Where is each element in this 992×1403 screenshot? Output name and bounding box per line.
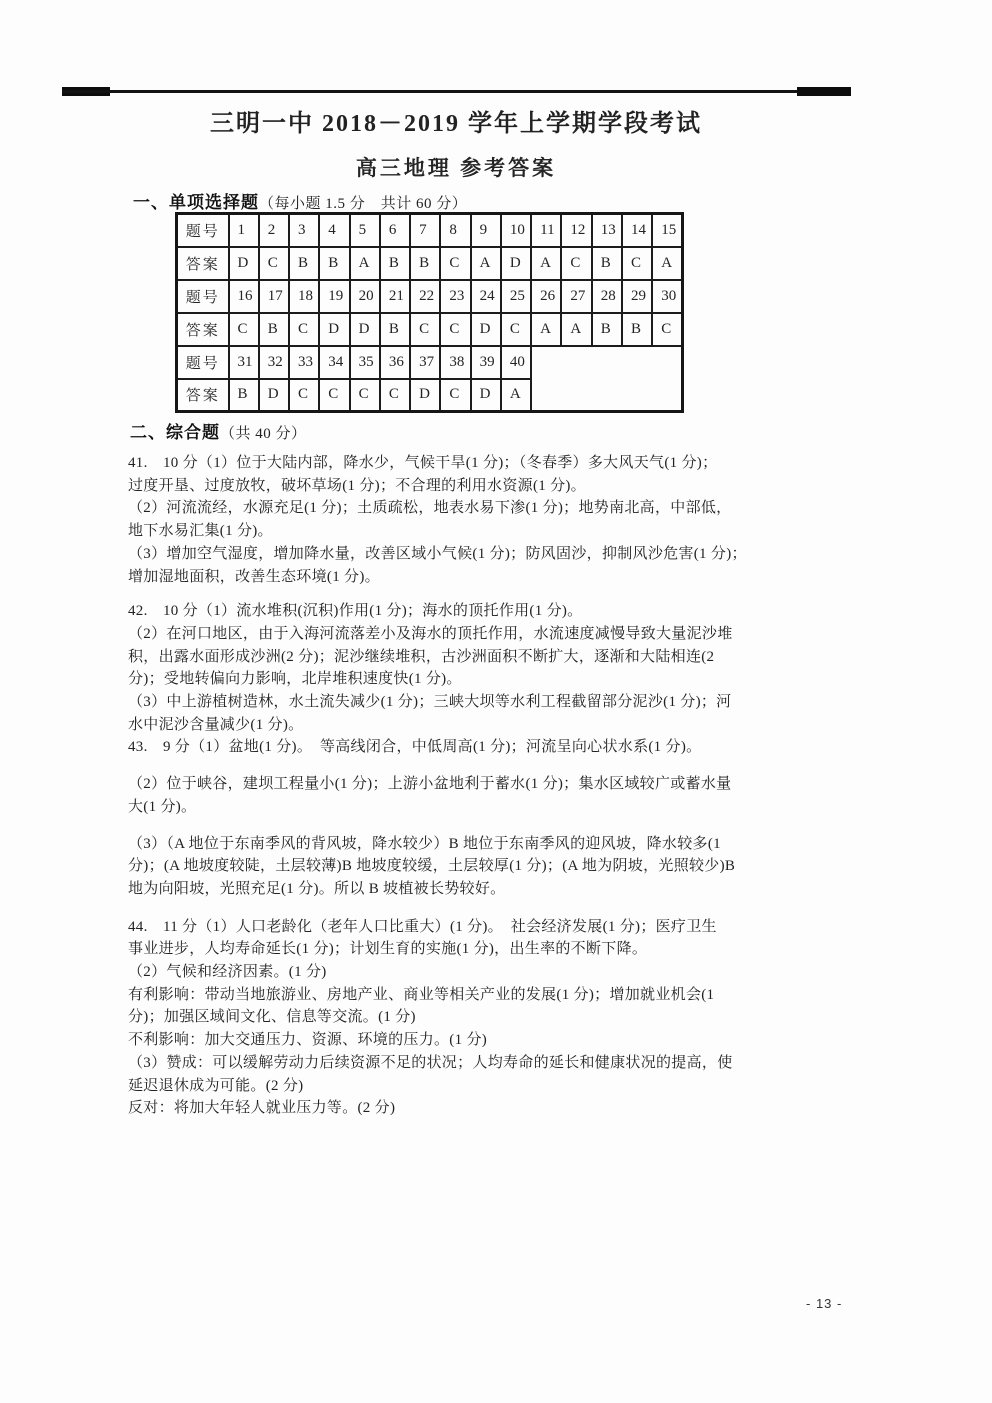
answer-letter-cell: A — [501, 379, 531, 412]
answer-line: 积，出露水面形成沙洲(2 分)；泥沙继续堆积，古沙洲面积不断扩大，逐渐和大陆相连(2 — [128, 648, 715, 665]
row-label-cell: 题号 — [177, 280, 229, 313]
section-heading-comprehensive — [130, 418, 307, 443]
header-rule — [62, 90, 851, 93]
answer-letter-cell: B — [622, 313, 652, 346]
answer-letter-cell: B — [380, 313, 410, 346]
answer-line: （3）（A 地位于东南季风的背风坡，降水较少）B 地位于东南季风的迎风坡，降水较多(1 — [128, 835, 721, 852]
question-number-cell: 11 — [531, 214, 561, 247]
question-number-cell: 7 — [410, 214, 440, 247]
question-number-cell: 13 — [592, 214, 622, 247]
answer-letter-cell: A — [561, 313, 591, 346]
question-number-cell: 6 — [380, 214, 410, 247]
section-choice-note: （每小题 1.5 分 共计 60 分） — [259, 196, 468, 212]
section-comprehensive-title: 二、综合题 — [130, 423, 220, 442]
table-row-numbers-3 — [177, 346, 683, 379]
answer-line: 不利影响：加大交通压力、资源、环境的压力。(1 分) — [128, 1032, 488, 1049]
row-label-cell: 答案 — [177, 313, 229, 346]
answer-line: 过度开垦、过度放牧，破坏草场(1 分)；不合理的利用水资源(1 分)。 — [128, 477, 586, 494]
question-number-cell: 14 — [622, 214, 652, 247]
question-number-cell: 16 — [229, 280, 259, 313]
question-number-cell: 27 — [561, 280, 591, 313]
answer-line: 有利影响：带动当地旅游业、房地产业、商业等相关产业的发展(1 分)；增加就业机会(1 — [128, 986, 715, 1003]
answer-letter-cell: C — [289, 379, 319, 412]
question-number-cell: 10 — [501, 214, 531, 247]
row-label-cell: 答案 — [177, 247, 229, 280]
answer-line: （3）中上游植树造林，水土流失减少(1 分)；三峡大坝等水利工程截留部分泥沙(1 分)；河 — [128, 694, 732, 711]
answer-line: （2）位于峡谷，建坝工程量小(1 分)；上游小盆地利于蓄水(1 分)；集水区域较广或蓄水量 — [128, 776, 732, 793]
question-number-cell: 29 — [622, 280, 652, 313]
answer-letter-cell: C — [410, 313, 440, 346]
answer-block-q44 — [128, 916, 878, 1120]
document-title: 三明一中 2018－2019 学年上学期学段考试 — [210, 111, 702, 137]
question-number-cell: 5 — [350, 214, 380, 247]
table-row-answers-2 — [177, 313, 683, 346]
question-number-cell: 31 — [229, 346, 259, 379]
answer-line: 分)；加强区域间文化、信息等交流。(1 分) — [128, 1009, 416, 1026]
question-number-cell: 15 — [652, 214, 682, 247]
answer-line: 反对：将加大年轻人就业压力等。(2 分) — [128, 1100, 396, 1117]
answer-letter-cell: D — [259, 379, 289, 412]
answer-line: 42. 10 分（1）流水堆积(沉积)作用(1 分)；海水的顶托作用(1 分)。 — [128, 603, 583, 620]
answer-line: （2）在河口地区，由于入海河流落差小及海水的顶托作用，水流速度减慢导致大量泥沙堆 — [128, 625, 733, 642]
comprehensive-answers — [128, 452, 878, 1120]
answer-table-body — [177, 214, 683, 412]
question-number-cell: 8 — [440, 214, 470, 247]
question-number-cell: 12 — [561, 214, 591, 247]
answer-key-table — [175, 212, 684, 413]
table-row-numbers-1 — [177, 214, 683, 247]
question-number-cell: 26 — [531, 280, 561, 313]
answer-letter-cell: C — [319, 379, 349, 412]
row-label-cell: 答案 — [177, 379, 229, 412]
question-number-cell: 37 — [410, 346, 440, 379]
question-number-cell: 17 — [259, 280, 289, 313]
question-number-cell: 36 — [380, 346, 410, 379]
answer-letter-cell: D — [319, 313, 349, 346]
answer-letter-cell: D — [229, 247, 259, 280]
question-number-cell: 38 — [440, 346, 470, 379]
table-row-answers-1 — [177, 247, 683, 280]
question-number-cell: 22 — [410, 280, 440, 313]
question-number-cell: 1 — [229, 214, 259, 247]
answer-letter-cell: B — [319, 247, 349, 280]
answer-line: 事业进步，人均寿命延长(1 分)；计划生育的实施(1 分)，出生率的不断下降。 — [128, 941, 648, 958]
answer-letter-cell: C — [622, 247, 652, 280]
question-number-cell: 34 — [319, 346, 349, 379]
question-number-cell: 30 — [652, 280, 682, 313]
question-number-cell: 20 — [350, 280, 380, 313]
answer-letter-cell: D — [350, 313, 380, 346]
answer-letter-cell: A — [652, 247, 682, 280]
answer-line: 分)；(A 地坡度较陡，土层较薄)B 地坡度较缓，土层较厚(1 分)；(A 地为阴坡，光照较少)B — [128, 858, 736, 875]
answer-line-blank — [128, 759, 878, 773]
answer-letter-cell: B — [229, 379, 259, 412]
answer-line: 延迟退休成为可能。(2 分) — [128, 1077, 304, 1094]
answer-line: 地为向阳坡，光照充足(1 分)。所以 B 坡植被长势较好。 — [128, 880, 506, 897]
answer-letter-cell: A — [531, 313, 561, 346]
answer-line: 44. 11 分（1）人口老龄化（老年人口比重大）(1 分)。 社会经济发展(1 分)；医疗卫生 — [128, 918, 717, 935]
answer-letter-cell: B — [259, 313, 289, 346]
question-number-cell: 23 — [440, 280, 470, 313]
question-number-cell: 24 — [471, 280, 501, 313]
answer-letter-cell: B — [380, 247, 410, 280]
question-number-cell: 9 — [471, 214, 501, 247]
answer-line: 大(1 分)。 — [128, 798, 197, 815]
answer-block-q43 — [128, 736, 878, 900]
answer-line: （2）河流流经，水源充足(1 分)；土质疏松，地表水易下渗(1 分)；地势南北高，中部低， — [128, 500, 732, 517]
answer-block-q41 — [128, 452, 878, 588]
answer-line: （3）增加空气湿度，增加降水量，改善区域小气候(1 分)；防风固沙，抑制风沙危害(1 分)； — [128, 545, 747, 562]
answer-letter-cell: C — [440, 247, 470, 280]
question-number-cell: 35 — [350, 346, 380, 379]
section-choice-title: 一、单项选择题 — [133, 193, 259, 212]
answer-letter-cell: A — [350, 247, 380, 280]
answer-letter-cell: D — [501, 247, 531, 280]
header-rule-right-cap — [797, 87, 851, 96]
answer-line: 分)；受地转偏向力影响，北岸堆积速度快(1 分)。 — [128, 671, 462, 688]
answer-letter-cell: C — [380, 379, 410, 412]
question-number-cell: 19 — [319, 280, 349, 313]
answer-letter-cell: D — [471, 313, 501, 346]
answer-letter-cell: C — [350, 379, 380, 412]
answer-letter-cell: D — [471, 379, 501, 412]
answer-line: 水中泥沙含量减少(1 分)。 — [128, 716, 304, 733]
answer-letter-cell: D — [410, 379, 440, 412]
answer-letter-cell: C — [561, 247, 591, 280]
answer-line: 41. 10 分（1）位于大陆内部，降水少，气候干旱(1 分)；（冬春季）多大风天气(1 分)； — [128, 455, 718, 471]
table-empty-cell — [531, 346, 682, 412]
answer-letter-cell: A — [471, 247, 501, 280]
answer-line: （2）气候和经济因素。(1 分) — [128, 964, 327, 981]
question-number-cell: 18 — [289, 280, 319, 313]
document-subtitle: 高三地理 参考答案 — [355, 156, 557, 180]
answer-letter-cell: C — [229, 313, 259, 346]
answer-letter-cell: A — [531, 247, 561, 280]
question-number-cell: 39 — [471, 346, 501, 379]
section-comprehensive-note: （共 40 分） — [220, 426, 307, 442]
table-row-numbers-2 — [177, 280, 683, 313]
answer-letter-cell: B — [592, 313, 622, 346]
answer-letter-cell: C — [440, 379, 470, 412]
answer-line: （3）赞成：可以缓解劳动力后续资源不足的状况；人均寿命的延长和健康状况的提高，使 — [128, 1054, 733, 1071]
answer-line: 增加湿地面积，改善生态环境(1 分)。 — [128, 568, 380, 585]
question-number-cell: 33 — [289, 346, 319, 379]
answer-letter-cell: B — [289, 247, 319, 280]
question-number-cell: 4 — [319, 214, 349, 247]
question-number-cell: 40 — [501, 346, 531, 379]
answer-letter-cell: C — [652, 313, 682, 346]
question-number-cell: 32 — [259, 346, 289, 379]
row-label-cell: 题号 — [177, 346, 229, 379]
answer-letter-cell: C — [501, 313, 531, 346]
answer-letter-cell: C — [259, 247, 289, 280]
question-number-cell: 2 — [259, 214, 289, 247]
answer-letter-cell: B — [592, 247, 622, 280]
answer-line: 43. 9 分（1）盆地(1 分)。 等高线闭合，中低周高(1 分)；河流呈向心状水系(1 分)。 — [128, 739, 702, 756]
question-number-cell: 3 — [289, 214, 319, 247]
section-heading-choice — [133, 188, 467, 213]
question-number-cell: 21 — [380, 280, 410, 313]
page-number: - 13 - — [806, 1296, 843, 1311]
answer-letter-cell: B — [410, 247, 440, 280]
row-label-cell: 题号 — [177, 214, 229, 247]
answer-line: 地下水易汇集(1 分)。 — [128, 523, 273, 540]
question-number-cell: 28 — [592, 280, 622, 313]
answer-line-blank — [128, 819, 878, 833]
question-number-cell: 25 — [501, 280, 531, 313]
answer-letter-cell: C — [289, 313, 319, 346]
answer-letter-cell: C — [440, 313, 470, 346]
answer-block-q42 — [128, 600, 878, 736]
